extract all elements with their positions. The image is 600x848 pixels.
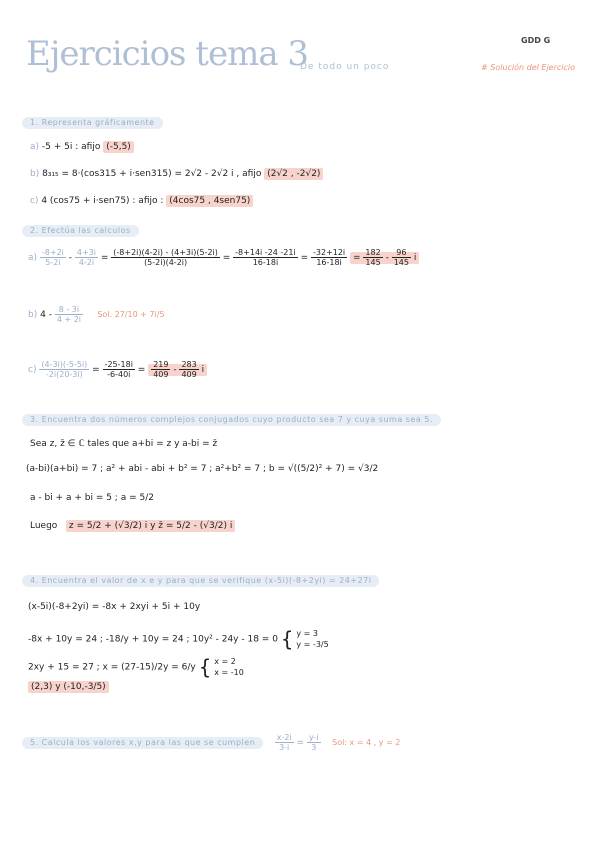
ex1-a: a) -5 + 5i : afijo (-5,5) <box>30 142 134 152</box>
solution-legend: # Solución del Ejercicio <box>481 63 576 72</box>
page-subtitle: De todo un poco <box>300 62 390 72</box>
ex2-c: c) $\frac{(4-3i)(-5-5i)}{-2i(20-3i)}$ = $\frac{-25-18i}{-6-40i}$ = $\frac{219}{409}$ - $\frac{283}{409}$ i <box>28 360 207 379</box>
ex2-c-result: $\frac{219}{409}$ - $\frac{283}{409}$ i <box>148 364 207 376</box>
section-3-heading: 3. Encuentra dos números complejos conjugados cuyo producto sea 7 y cuya suma sea 5. <box>22 414 441 426</box>
ex3-line-2: (a-bi)(a+bi) = 7 ; a² + abi - abi + b² = 7 ; a²+b² = 7 ; b = √((5/2)² + 7) = √3/2 <box>26 464 379 474</box>
ex4-line-1: (x-5i)(-8+2yi) = -8x + 2xyi + 5i + 10y <box>28 602 201 612</box>
ex1-b: b) 8₃₁₅ = 8·(cos315 + i·sen315) = 2√2 - 2√2 i , afijo (2√2 , -2√2) <box>30 169 323 179</box>
ex1-c-result: (4cos75 , 4sen75) <box>166 195 253 207</box>
ex2-a: a) $\frac{-8+2i}{5-2i}$ - $\frac{4+3i}{4-2i}$ = $\frac{(-8+2i)(4-2i) - (4+3i)(5-2i)}{(5-2i)(4-2i)}$ = $\frac{-8+14i -24 -21i}{16-18i}$ = $\frac{-32+12i}{16-18i}$ = $\frac{182}{145}$ - $\frac{96}{145}$ i <box>28 248 419 267</box>
ex2-b: b) 4 - $\frac{8 - 3i}{4 + 2i}$ Sol. 27/10 + 7i/5 <box>28 305 165 324</box>
ex5-row: 5. Calcula los valores x,y para las que se cumplen $\frac{x-2i}{3-i}$ = $\frac{y-i}{3}$ Sol: x = 4 , y = 2 <box>22 733 400 752</box>
ex1-b-result: (2√2 , -2√2) <box>264 168 323 180</box>
ex2-b-solution: Sol. 27/10 + 7i/5 <box>97 310 165 319</box>
ex5-solution: Sol: x = 4 , y = 2 <box>332 738 401 747</box>
section-1-heading: 1. Representa gráficamente <box>22 117 163 129</box>
ex3-line-4: Luego z = 5/2 + (√3/2) i y z̄ = 5/2 - (√3/2) i <box>30 521 235 531</box>
ex3-result: z = 5/2 + (√3/2) i y z̄ = 5/2 - (√3/2) i <box>66 520 235 532</box>
section-4-heading: 4. Encuentra el valor de x e y para que se verifique (x-5i)(-8+2yi) = 24+27i <box>22 575 379 587</box>
ex4-result: (2,3) y (-10,-3/5) <box>28 682 109 692</box>
group-label: GDD G <box>521 36 551 45</box>
ex1-a-result: (-5,5) <box>103 141 134 153</box>
ex1-c: c) 4 (cos75 + i·sen75) : afijo : (4cos75 , 4sen75) <box>30 196 253 206</box>
page-title: Ejercicios tema 3 <box>26 34 309 74</box>
ex3-line-1: Sea z, z̄ ∈ ℂ tales que a+bi = z y a-bi = z̄ <box>30 439 218 449</box>
ex2-a-result: = $\frac{182}{145}$ - $\frac{96}{145}$ i <box>350 252 419 264</box>
section-2-heading: 2. Efectúa las calculos <box>22 225 139 237</box>
ex3-line-3: a - bi + a + bi = 5 ; a = 5/2 <box>30 493 154 503</box>
ex4-line-2: -8x + 10y = 24 ; -18/y + 10y = 24 ; 10y² - 24y - 18 = 0 { y = 3 y = -3/5 <box>28 627 329 651</box>
section-5-heading: 5. Calcula los valores x,y para las que se cumplen <box>22 737 263 749</box>
ex4-line-3: 2xy + 15 = 27 ; x = (27-15)/2y = 6/y { x = 2 x = -10 <box>28 655 244 679</box>
